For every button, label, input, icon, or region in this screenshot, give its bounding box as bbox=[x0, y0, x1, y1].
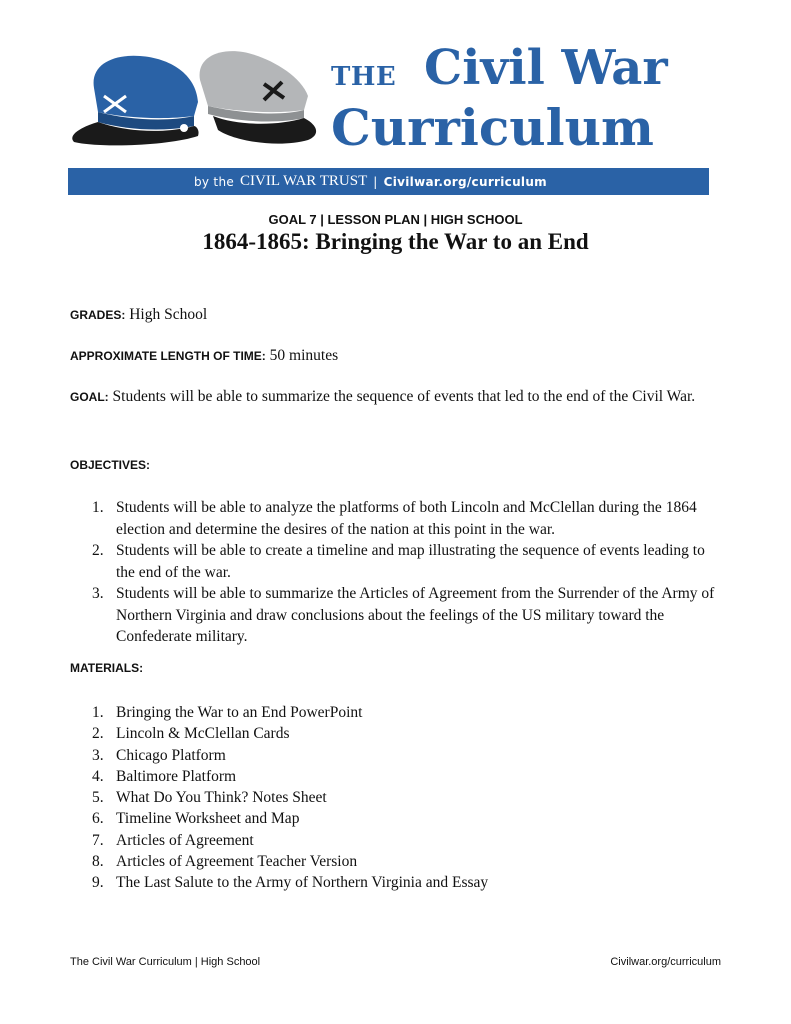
list-text: The Last Salute to the Army of Northern Virginia and Essay bbox=[116, 874, 489, 892]
materials-list bbox=[70, 702, 726, 894]
goal-label: GOAL: bbox=[70, 390, 109, 404]
logo-curriculum: Curriculum bbox=[331, 98, 654, 157]
banner-trust: CIVIL WAR TRUST bbox=[240, 173, 368, 189]
list-text: Students will be able to summarize the Articles of Agreement from the Surrender of the Army of Northern Virginia and draw conclusions about the feelings of the US military toward the Confederate military. bbox=[116, 585, 715, 645]
list-text: Timeline Worksheet and Map bbox=[116, 810, 300, 828]
list-item bbox=[70, 702, 726, 723]
list-number: 5. bbox=[92, 789, 104, 807]
objectives-list bbox=[70, 497, 726, 648]
footer-title: The Civil War Curriculum | High School bbox=[70, 956, 261, 968]
list-number: 3. bbox=[92, 746, 104, 764]
list-text: Lincoln & McClellan Cards bbox=[116, 725, 290, 743]
list-number: 1. bbox=[92, 704, 104, 721]
footer-site-link[interactable]: Civilwar.org/curriculum bbox=[610, 956, 721, 968]
confederate-cap-icon bbox=[200, 51, 317, 144]
list-item bbox=[70, 723, 726, 744]
union-cap-icon bbox=[72, 56, 198, 146]
list-number: 2. bbox=[92, 542, 104, 559]
grades-label: GRADES: bbox=[70, 308, 126, 322]
list-text: Articles of Agreement Teacher Version bbox=[116, 853, 358, 871]
list-text: What Do You Think? Notes Sheet bbox=[116, 789, 327, 807]
lesson-subhead: GOAL 7 | LESSON PLAN | HIGH SCHOOL bbox=[268, 212, 523, 227]
list-text: Articles of Agreement bbox=[116, 831, 254, 849]
goal-value: Students will be able to summarize the sequence of events that led to the end of the Civil War. bbox=[112, 388, 696, 405]
list-item bbox=[70, 766, 726, 787]
materials-label: MATERIALS: bbox=[70, 661, 144, 675]
list-item bbox=[70, 872, 726, 893]
list-item bbox=[70, 787, 726, 808]
list-number: 8. bbox=[92, 853, 104, 871]
page-title: 1864-1865: Bringing the War to an End bbox=[202, 229, 589, 254]
list-item bbox=[70, 745, 726, 766]
header-banner bbox=[68, 168, 709, 195]
length-label: APPROXIMATE LENGTH OF TIME: bbox=[70, 349, 266, 363]
list-number: 9. bbox=[92, 874, 104, 892]
list-item bbox=[70, 808, 726, 829]
list-item bbox=[70, 851, 726, 872]
list-number: 4. bbox=[92, 767, 104, 785]
list-text: Chicago Platform bbox=[116, 746, 226, 764]
banner-by: by the bbox=[194, 174, 235, 189]
logo-caps bbox=[68, 44, 324, 148]
list-number: 1. bbox=[92, 499, 104, 516]
logo-the: THE bbox=[331, 62, 397, 92]
list-number: 7. bbox=[92, 831, 104, 849]
list-text: Bringing the War to an End PowerPoint bbox=[116, 704, 363, 721]
length-field bbox=[70, 342, 726, 370]
list-number: 3. bbox=[92, 585, 104, 602]
grades-field bbox=[70, 301, 726, 329]
list-item bbox=[70, 540, 726, 583]
grades-value: High School bbox=[129, 306, 208, 323]
logo-civil-war: Civil War bbox=[424, 40, 668, 96]
list-text: Baltimore Platform bbox=[116, 767, 237, 785]
banner-site-link[interactable]: Civilwar.org/curriculum bbox=[383, 174, 547, 189]
list-text: Students will be able to create a timeline and map illustrating the sequence of events leading to the end of the war. bbox=[116, 542, 705, 581]
list-text: Students will be able to analyze the platforms of both Lincoln and McClellan during the 1864 election and determine the desires of the nation at this point in the war. bbox=[116, 499, 697, 538]
list-number: 2. bbox=[92, 725, 104, 743]
list-item bbox=[70, 583, 726, 648]
banner-separator: | bbox=[373, 174, 378, 189]
list-item bbox=[70, 830, 726, 851]
list-item bbox=[70, 497, 726, 540]
page-header bbox=[0, 0, 791, 200]
length-value: 50 minutes bbox=[269, 347, 339, 364]
list-number: 6. bbox=[92, 810, 104, 828]
goal-field bbox=[70, 383, 726, 411]
objectives-label: OBJECTIVES: bbox=[70, 458, 151, 472]
